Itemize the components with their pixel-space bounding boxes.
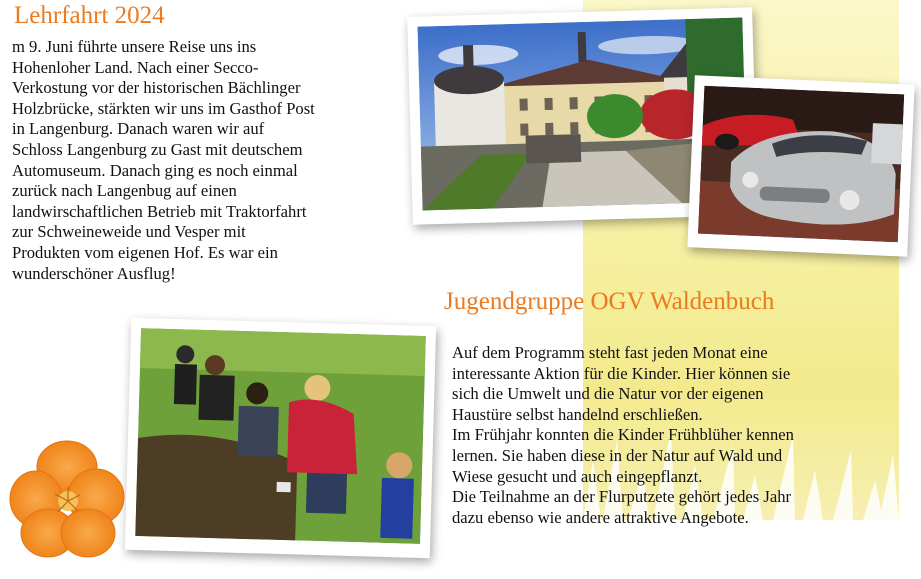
- jugendgruppe-heading: Jugendgruppe OGV Waldenbuch: [444, 288, 775, 315]
- text-line: sich die Umwelt und die Natur vor der eigenen: [452, 384, 764, 404]
- poppy-flower-image: [8, 437, 126, 561]
- text-line: Automuseum. Danach ging es noch einmal: [12, 160, 298, 180]
- text-line: zur Schweineweide und Vesper mit: [12, 222, 246, 242]
- text-line: Produkten vom eigenen Hof. Es war ein: [12, 242, 278, 262]
- cars-photo: [687, 75, 914, 256]
- text-line: zurück nach Langenbug auf einen: [12, 181, 237, 201]
- text-line: Im Frühjahr konnten die Kinder Frühblüher kennen: [452, 425, 794, 445]
- kids-photo: [125, 318, 436, 558]
- jugendgruppe-text: [452, 343, 892, 528]
- text-line: dazu ebenso wie andere attraktive Angebote.: [452, 507, 749, 527]
- cars-image: [698, 86, 904, 243]
- text-line: Die Teilnahme an der Flurputzete gehört jedes Jahr: [452, 487, 792, 507]
- text-line: Haustüre selbst handelnd erschließen.: [452, 404, 703, 424]
- text-line: Hohenloher Land. Nach einer Secco-: [12, 57, 259, 77]
- text-line: wunderschöner Ausflug!: [12, 263, 176, 283]
- text-line: m 9. Juni führte unsere Reise uns ins: [12, 37, 257, 56]
- kids-image: [135, 328, 426, 544]
- text-line: interessante Aktion für die Kinder. Hier können sie: [452, 363, 791, 383]
- lehrfahrt-heading: Lehrfahrt 2024: [14, 2, 165, 29]
- text-line: Wiese gesucht und auch eingepflanzt.: [452, 466, 703, 486]
- text-line: in Langenburg. Danach waren wir auf: [12, 119, 265, 139]
- lehrfahrt-text: [12, 37, 402, 284]
- text-line: lernen. Sie haben diese in der Natur auf Wald und: [452, 445, 783, 465]
- text-line: landwirschaftlichen Betrieb mit Traktorfahrt: [12, 201, 307, 221]
- text-line: Verkostung vor der historischen Bächlinger: [12, 78, 301, 98]
- text-line: Schloss Langenburg zu Gast mit deutschem: [12, 139, 303, 159]
- text-line: Auf dem Programm steht fast jeden Monat eine: [452, 343, 768, 362]
- text-line: Holzbrücke, stärkten wir uns im Gasthof Post: [12, 98, 315, 118]
